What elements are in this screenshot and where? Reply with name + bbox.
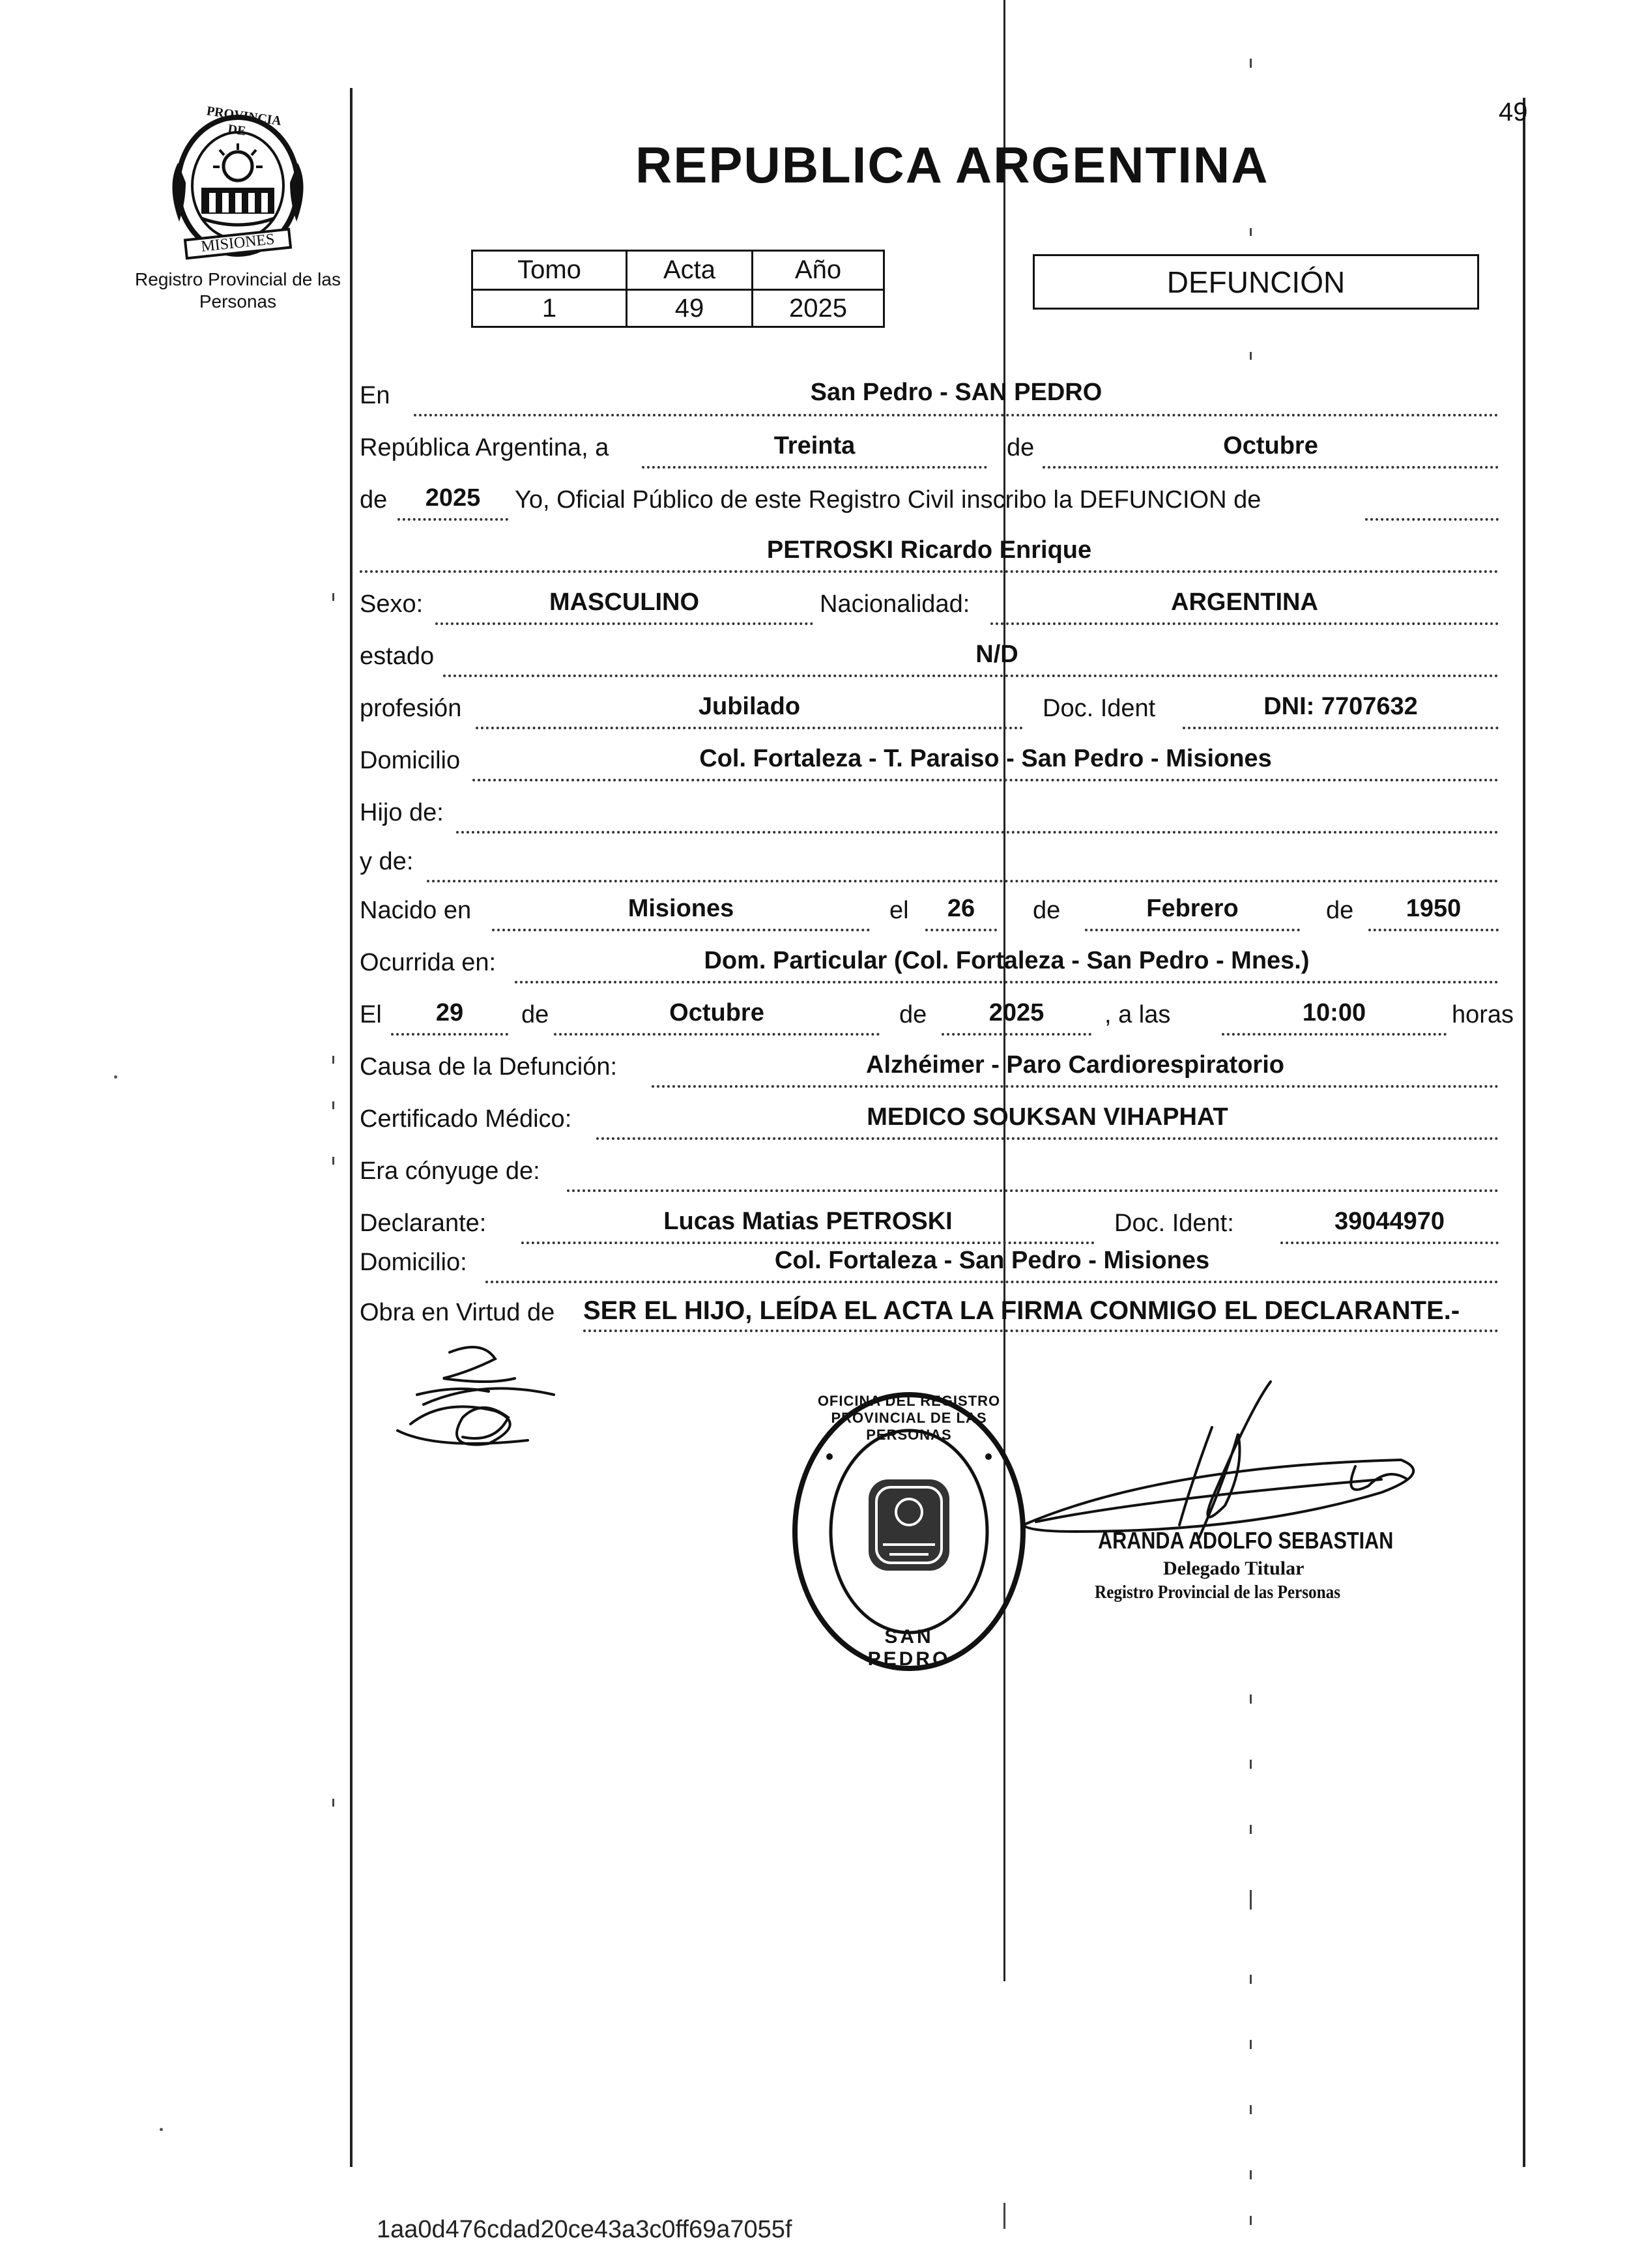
alas-label: , a las <box>1104 1001 1171 1028</box>
ref-header-anio: Año <box>751 250 885 291</box>
anio-value: 2025 <box>425 484 481 512</box>
nac-anio-dotline <box>1368 929 1499 931</box>
anio-dotline <box>397 518 508 521</box>
ref-header-tomo: Tomo <box>471 250 627 291</box>
yde-dotline <box>427 880 1499 882</box>
el2-label: El <box>360 1001 382 1028</box>
scan-mark <box>332 1056 334 1064</box>
certificado-dotline <box>596 1137 1499 1140</box>
country-title: REPUBLICA ARGENTINA <box>635 136 1269 194</box>
doc2-dotline <box>1280 1242 1499 1244</box>
official-stamp <box>785 1385 1033 1678</box>
official-office: Registro Provincial de las Personas <box>1095 1582 1341 1603</box>
obra-label: Obra en Virtud de <box>360 1299 555 1326</box>
scan-mark <box>332 593 334 601</box>
record-type-box: DEFUNCIÓN <box>1033 254 1479 310</box>
scan-mark <box>1250 352 1252 360</box>
doc-label: Doc. Ident <box>1043 695 1156 722</box>
doc-value: DNI: 7707632 <box>1263 693 1418 720</box>
domicilio-value: Col. Fortaleza - T. Paraiso - San Pedro - Misiones <box>699 745 1272 772</box>
stamp-ring-text: OFICINA DEL REGISTRO PROVINCIAL DE LAS PERSONAS <box>817 1393 1001 1443</box>
profesion-dotline <box>476 727 1023 729</box>
ref-value-tomo: 1 <box>471 289 627 328</box>
fall-anio-value: 2025 <box>988 999 1045 1026</box>
fall-de1-label: de <box>521 1001 549 1028</box>
ocurrida-dotline <box>515 981 1499 983</box>
scan-dot <box>114 1075 117 1079</box>
certificado-value: MEDICO SOUKSAN VIHAPHAT <box>867 1103 1228 1131</box>
scan-mark <box>332 1799 334 1807</box>
nac-de2-label: de <box>1326 897 1354 924</box>
estado-value: N/D <box>975 641 1018 668</box>
fall-de2-label: de <box>899 1001 927 1028</box>
certificado-label: Certificado Médico: <box>360 1105 572 1133</box>
scan-mark <box>332 1157 334 1165</box>
scan-mark <box>1250 1975 1252 1984</box>
nac-anio-value: 1950 <box>1406 895 1462 922</box>
hijo-label: Hijo de: <box>360 799 444 826</box>
scan-mark <box>1250 2170 1252 2179</box>
fall-hora-dotline <box>1222 1033 1447 1036</box>
domicilio-label: Domicilio <box>360 747 461 774</box>
domicilio2-dotline <box>485 1281 1499 1283</box>
doc2-label: Doc. Ident: <box>1114 1210 1234 1237</box>
obra-dotline <box>583 1330 1499 1332</box>
ref-value-acta: 49 <box>626 289 753 328</box>
fall-mes-dotline <box>554 1033 880 1036</box>
nac-mes-value: Febrero <box>1146 895 1239 922</box>
declarante-dotline <box>521 1242 1095 1244</box>
ocurrida-label: Ocurrida en: <box>360 949 497 976</box>
en-label: En <box>360 382 390 409</box>
mes-value: Octubre <box>1223 432 1318 459</box>
fall-anio-dotline <box>942 1033 1091 1036</box>
yde-label: y de: <box>360 848 414 875</box>
fall-dia-value: 29 <box>435 999 464 1026</box>
domicilio2-value: Col. Fortaleza - San Pedro - Misiones <box>774 1247 1210 1274</box>
ref-header-acta: Acta <box>626 250 753 291</box>
nombre-dotline <box>360 570 1499 573</box>
scan-mark <box>1250 1825 1252 1834</box>
conyuge-label: Era cónyuge de: <box>360 1157 540 1185</box>
scan-mark <box>1250 1694 1252 1704</box>
year-de-label: de <box>360 486 388 514</box>
sexo-value: MASCULINO <box>549 589 700 616</box>
nac-dia-dotline <box>925 929 997 931</box>
dia-dotline <box>642 466 987 469</box>
nacido-value: Misiones <box>627 895 734 922</box>
declarante-value: Lucas Matias PETROSKI <box>663 1208 953 1235</box>
oficial-dotline <box>1365 518 1499 521</box>
scan-mark <box>332 1101 334 1109</box>
scan-mark <box>1250 2040 1252 2049</box>
scan-mark <box>1250 1890 1252 1910</box>
provincial-seal <box>160 104 316 261</box>
scan-dot <box>160 2128 163 2131</box>
scan-mark <box>1250 228 1252 236</box>
page-number: 49 <box>1499 98 1528 126</box>
causa-value: Alzhéimer - Paro Cardiorespiratorio <box>866 1051 1284 1079</box>
profesion-value: Jubilado <box>698 693 801 720</box>
official-title: Delegado Titular <box>1163 1558 1305 1579</box>
ocurrida-value: Dom. Particular (Col. Fortaleza - San Pedro - Mnes.) <box>704 947 1310 974</box>
dia-value: Treinta <box>773 432 856 459</box>
nac-dia-value: 26 <box>947 895 975 922</box>
ref-value-anio: 2025 <box>751 289 885 328</box>
registry-caption: Registro Provincial de las Personas <box>135 269 341 312</box>
official-name: ARANDA ADOLFO SEBASTIAN <box>1098 1527 1394 1554</box>
obra-value: SER EL HIJO, LEÍDA EL ACTA LA FIRMA CONMIGO EL DECLARANTE.- <box>583 1296 1460 1325</box>
nac-mes-dotline <box>1085 929 1300 931</box>
scan-mark <box>1250 2105 1252 2114</box>
fall-dia-dotline <box>391 1033 508 1036</box>
el-label: el <box>889 897 909 924</box>
conyuge-dotline <box>567 1189 1499 1192</box>
horas-label: horas <box>1452 1001 1514 1028</box>
domicilio2-label: Domicilio: <box>360 1249 467 1276</box>
footer-hash: 1aa0d476cdad20ce43a3c0ff69a7055f <box>377 2216 792 2243</box>
nacionalidad-dotline <box>990 622 1499 625</box>
domicilio-dotline <box>472 779 1499 781</box>
hijo-dotline <box>456 831 1499 834</box>
oficial-text: Yo, Oficial Público de este Registro Civil inscribo la DEFUNCION de <box>515 486 1261 514</box>
nac-de1-label: de <box>1033 897 1061 924</box>
fall-mes-value: Octubre <box>669 999 764 1026</box>
profesion-label: profesión <box>360 695 462 722</box>
seal-top-text: PROVINCIA DE <box>205 104 283 139</box>
sexo-label: Sexo: <box>360 590 424 618</box>
nacionalidad-label: Nacionalidad: <box>820 590 970 618</box>
scan-mark <box>1003 2203 1005 2229</box>
sexo-dotline <box>435 622 813 625</box>
left-margin-line <box>350 88 353 2167</box>
scan-mark <box>1250 2216 1252 2225</box>
scan-mark <box>1250 1760 1252 1769</box>
estado-label: estado <box>360 643 435 670</box>
nacionalidad-value: ARGENTINA <box>1171 589 1318 616</box>
republica-label: República Argentina, a <box>360 434 609 461</box>
nacido-label: Nacido en <box>360 897 472 924</box>
doc2-value: 39044970 <box>1334 1208 1445 1235</box>
en-dotline <box>414 414 1499 416</box>
stamp-center-text: SAN PEDRO <box>867 1626 951 1670</box>
mes-dotline <box>1043 466 1499 469</box>
de-label: de <box>1007 434 1035 461</box>
estado-dotline <box>443 675 1499 677</box>
declarant-signature <box>384 1333 580 1463</box>
fall-hora-value: 10:00 <box>1302 999 1366 1026</box>
doc-dotline <box>1183 727 1499 729</box>
scan-fold-line <box>1003 0 1005 1981</box>
declarante-label: Declarante: <box>360 1210 487 1237</box>
en-value: San Pedro - SAN PEDRO <box>810 379 1103 406</box>
nacido-dotline <box>492 929 870 931</box>
causa-dotline <box>652 1085 1499 1088</box>
nombre-value: PETROSKI Ricardo Enrique <box>766 536 1092 564</box>
scan-mark <box>1250 59 1252 68</box>
causa-label: Causa de la Defunción: <box>360 1053 618 1081</box>
right-margin-line <box>1523 98 1525 2167</box>
seal-bottom-text: MISIONES <box>200 231 276 255</box>
